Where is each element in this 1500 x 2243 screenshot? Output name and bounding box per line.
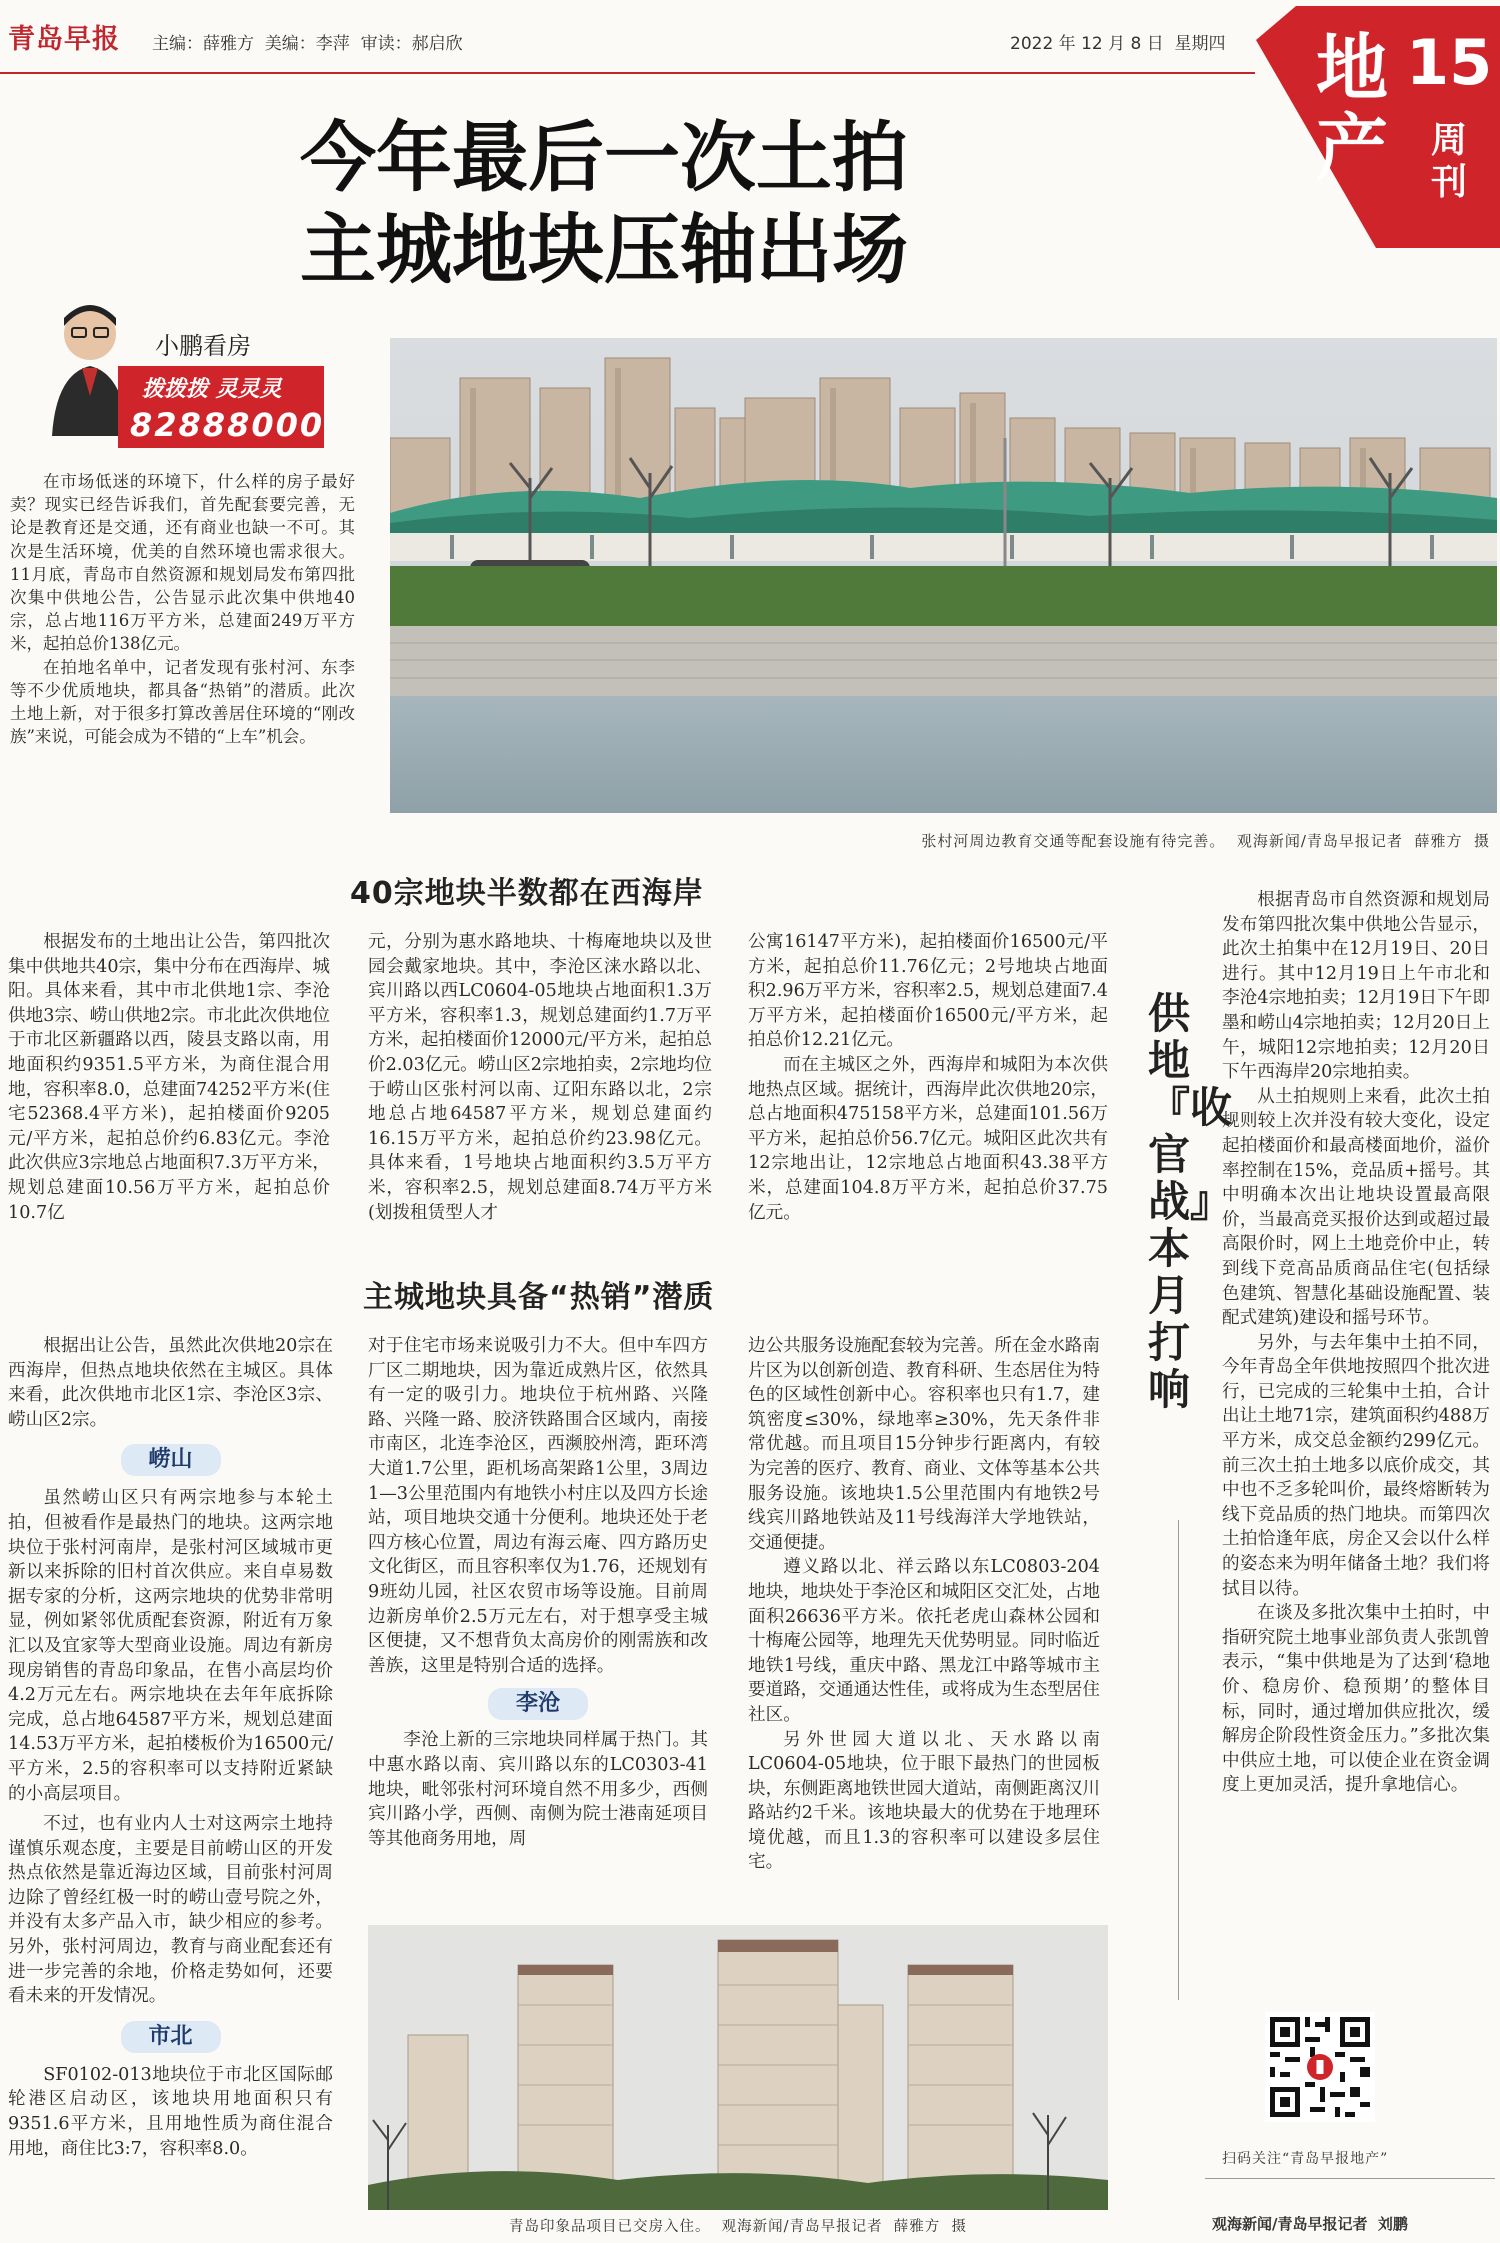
photo-zhangcunhe-caption: 张村河周边教育交通等配套设施有待完善。 观海新闻/青岛早报记者 薛雅方 摄 (921, 832, 1490, 850)
headline-line1: 今年最后一次土拍 (300, 113, 908, 202)
shibei-paragraph: SF0102-013地块位于市北区国际邮轮港区启动区，该地块用地面积只有9351.6平方米，且用地性质为商住混合用地，商住比3:7，容积率8.0。 (8, 2064, 333, 2159)
qr-caption: 扫码关注“青岛早报地产” (1222, 2151, 1389, 2167)
sidebar-divider-bottom (1205, 2178, 1495, 2179)
masthead-rule (0, 72, 1255, 74)
qr-code-icon (1265, 2012, 1375, 2122)
section1-col3-text-a: 公寓16147平方米)，起拍楼面价16500元/平方米，起拍总价11.76亿元；2号地块占地面积2.96万平方米，容积率2.5，规划总建面7.4万平方米，起拍楼面价16500元/平方米，起拍总价12.21亿元。 (748, 932, 1108, 1051)
section-banner (1256, 0, 1500, 248)
section-title: 地产 (1316, 26, 1389, 190)
section1-col3-text-b: 而在主城区之外，西海岸和城阳为本次供地热点区域。据统计，西海岸此次供地20宗，总占地面积475158平方米，总建面101.56万平方米，起拍总价56.7亿元。城阳区此次共有12宗地出让，12宗地总占地面积43.38平方米，总建面104.8万平方米，起拍总价37.75亿元。 (748, 1054, 1108, 1223)
sidebar-title-text: 供地『收官战』本月打响 (1148, 989, 1233, 1414)
section1-col1 (8, 930, 330, 1225)
headline (300, 112, 1160, 296)
columnist-name: 小鹏看房 (155, 332, 251, 360)
sidebar-title (1148, 989, 1233, 1414)
sidebar-paragraph-3: 另外，与去年集中土拍不同，今年青岛全年供地按照四个批次进行，已完成的三轮集中土拍，合计出让土地71宗，建筑面积约488万平方米，成交总金额约299亿元。前三次土拍土地多以底价成交，其中也不乏多轮叫价，最终熔断转为线下竞品质的热门地块。而第四次土拍恰逢年底，房企又会以什么样的姿态来为明年储备土地？我们将拭目以待。 (1222, 1332, 1490, 1599)
sidebar-paragraph-4: 在谈及多批次集中土拍时，中指研究院土地事业部负责人张凯曾表示，“集中供地是为了达到‘稳地价、稳房价、稳预期’的整体目标，同时，通过增加供应批次，缓解房企阶段性资金压力。”多批次集中供应土地，可以使企业在资金调度上更加灵活，提升拿地信心。 (1222, 1603, 1490, 1796)
section2-col1 (8, 1334, 333, 2161)
paper-logo: 青岛早报 (8, 24, 120, 55)
intro-column (10, 470, 355, 748)
laoshan-paragraph-2: 不过，也有业内人士对这两宗土地持谨慎乐观态度，主要是目前崂山区的开发热点依然是靠近海边区域，目前张村河周边除了曾经红极一时的崂山壹号院之外，并没有太多产品入市，缺少相应的参考。另外，张村河周边，教育与商业配套还有进一步完善的余地，价格走势如何，还要看未来的开发情况。 (8, 1814, 333, 2007)
sidebar-paragraph-1: 根据青岛市自然资源和规划局发布第四批次集中供地公告显示，此次土拍集中在12月19日、20日进行。其中12月19日上午市北和李沧4宗地拍卖；12月19日下午即墨和崂山4宗地拍卖；12月20日上午，城阳12宗地拍卖；12月20日下午西海岸20宗地拍卖。 (1222, 890, 1490, 1083)
section2-col2 (368, 1334, 708, 1851)
photo-qingdao-yinxiang-caption: 青岛印象品项目已交房入住。 观海新闻/青岛早报记者 薛雅方 摄 (508, 2219, 968, 2235)
section1-col3 (748, 930, 1108, 1225)
qr-code[interactable] (1265, 2012, 1375, 2122)
sidebar-credit: 观海新闻/青岛早报记者 刘鹏 (1212, 2215, 1408, 2233)
section2-title: 主城地块具备“热销”潜质 (363, 1280, 715, 1315)
photo-qingdao-yinxiang (368, 1925, 1108, 2210)
section1-col2-text: 元，分别为惠水路地块、十梅庵地块以及世园会戴家地块。其中，李沧区涞水路以北、宾川路以西LC0604-05地块占地面积1.3万平方米，容积率1.3，规划总建面约1.7万平方米，起拍楼面价12000元/平方米，起拍总价2.03亿元。崂山区2宗地拍卖，2宗地均位于崂山区张村河以南、辽阳东路以北，2宗地总占地64587平方米，规划总建面约16.15万平方米，起拍总价约23.98亿元。具体来看，1号地块占地面积约3.5万平方米，容积率2.5，规划总建面8.74万平方米(划拨租赁型人才 (368, 932, 712, 1223)
sidebar-divider (1178, 1520, 1179, 2000)
intro-paragraph-1: 在市场低迷的环境下，什么样的房子最好卖？现实已经告诉我们，首先配套要完善，无论是教育还是交通，还有商业也缺一不可。其次是生活环境，优美的自然环境也需求很大。11月底，青岛市自然资源和规划局发布第四批次集中供地公告，公告显示此次集中供地40宗，总占地116万平方米，总建面249万平方米，起拍总价138亿元。 (10, 472, 355, 654)
masthead-credits: 主编：薛雅方 美编：李萍 审读：郝启欣 (152, 34, 463, 54)
laoshan-paragraph-1: 虽然崂山区只有两宗地参与本轮土拍，但被看作是最热门的地块。这两宗地块位于张村河南岸，是张村河区域城市更新以来拆除的旧村首次供应。来自卓易数据专家的分析，这两宗地块的优势非常明显，例如紧邻优质配套资源，附近有万象汇以及宜家等大型商业设施。周边有新房现房销售的青岛印象品，在售小高层均价4.2万元左右。两宗地块在去年年底拆除完成，总占地64587平方米，规划总建面14.53万平方米，起拍楼板价为16500元/平方米，2.5的容积率可以支持附近紧缺的小高层项目。 (8, 1488, 333, 1804)
licang-tag: 李沧 (488, 1688, 588, 1720)
section2-col3-paragraph-1: 边公共服务设施配套较为完善。所在金水路南片区为以创新创造、教育科研、生态居住为特色的区域性创新中心。容积率也只有1.7，建筑密度≤30%，绿地率≥30%，先天条件非常优越。而且项目15分钟步行距离内，有较为完善的医疗、教育、商业、文体等基本公共服务设施。该地块1.5公里范围内有地铁2号线宾川路地铁站及11号线海洋大学地铁站，交通便捷。 (748, 1336, 1100, 1553)
section1-col2 (368, 930, 712, 1225)
licang-paragraph: 李沧上新的三宗地块同样属于热门。其中惠水路以南、宾川路以东的LC0303-41地块，毗邻张村河环境自然不用多少，西侧宾川路小学，西侧、南侧为院士港南延项目等其他商务用地，周 (368, 1730, 708, 1849)
masthead-date: 2022 年 12 月 8 日 星期四 (1010, 34, 1226, 54)
photo-qingdao-yinxiang-image (368, 1925, 1108, 2210)
laoshan-tag: 崂山 (121, 1444, 221, 1476)
headline-line2: 主城地块压轴出场 (300, 205, 908, 294)
section2-col3 (748, 1334, 1100, 1875)
section2-col2-paragraph-1: 对于住宅市场来说吸引力不大。但中车四方厂区二期地块，因为靠近成熟片区，依然具有一定的吸引力。地块位于杭州路、兴隆路、兴隆一路、胶济铁路围合区域内，南接市南区，北连李沧区，西濒胶州湾，距环湾大道1.7公里，距机场高架路1公里，3周边1—3公里范围内有地铁小村庄以及四方长途站，项目地块交通十分便利。地块还处于老四方核心位置，周边有海云庵、四方路历史文化街区，而且容积率仅为1.76，还规划有9班幼儿园，社区农贸市场等设施。目前周边新房单价2.5万元左右，对于想享受主城区便捷，又不想背负太高房价的刚需族和改善族，这里是特别合适的选择。 (368, 1336, 708, 1676)
hotline-number: 82888000 (130, 406, 325, 444)
weekly-label: 周刊 (1431, 120, 1468, 203)
photo-zhangcunhe (390, 338, 1497, 813)
page-number: 15 (1406, 26, 1493, 99)
sidebar-body (1222, 888, 1490, 1798)
shibei-tag: 市北 (121, 2021, 221, 2053)
section1-title: 40宗地块半数都在西海岸 (350, 876, 704, 911)
section2-col3-paragraph-2: 遵义路以北、祥云路以东LC0803-204地块，地块处于李沧区和城阳区交汇处，占地面积26636平方米。依托老虎山森林公园和十梅庵公园等，地理先天优势明显。同时临近地铁1号线，重庆中路、黑龙江中路等城市主要道路，交通通达性佳，或将成为生态型居住社区。 (748, 1557, 1100, 1725)
columnist-block (50, 296, 350, 456)
intro-paragraph-2: 在拍地名单中，记者发现有张村河、东李等不少优质地块，都具备“热销”的潜质。此次土地上新，对于很多打算改善居住环境的“刚改族”来说，可能会成为不错的“上车”机会。 (10, 657, 355, 747)
hotline-badge (118, 366, 324, 448)
section2-col3-paragraph-3: 另外世园大道以北、天水路以南LC0604-05地块，位于眼下最热门的世园板块，东侧距离地铁世园大道站，南侧距离汉川路站约2千米。该地块最大的优势在于地理环境优越，而且1.3的容积率可以建设多层住宅。 (748, 1729, 1100, 1873)
photo-zhangcunhe-image (390, 338, 1497, 813)
sidebar-paragraph-2: 从土拍规则上来看，此次土拍规则较上次并没有较大变化，设定起拍楼面价和最高楼面地价，溢价率控制在15%，竞品质+摇号。其中明确本次出让地块设置最高限价，当最高竞买报价达到或超过最高限价时，网上土地竞价中止，转到线下竞高品质商品住宅(包括绿色建筑、智慧化基础设施配置、装配式建筑)建设和摇号环节。 (1222, 1086, 1490, 1329)
section1-col1-text: 根据发布的土地出让公告，第四批次集中供地共40宗，集中分布在西海岸、城阳。具体来看，其中市北供地1宗、李沧供地3宗、崂山供地2宗。市北此次供地位于市北区新疆路以西，陵县支路以南，用地面积约9351.5平方米，为商住混合用地，容积率8.0，总建面74252平方米(住宅52368.4平方米)，起拍楼面价9205元/平方米，起拍总价约6.83亿元。李沧此次供应3宗地总占地面积7.3万平方米，规划总建面10.56万平方米，起拍总价10.7亿 (8, 932, 330, 1223)
section2-intro: 根据出让公告，虽然此次供地20宗在西海岸，但热点地块依然在主城区。具体来看，此次供地市北区1宗、李沧区3宗、崂山区2宗。 (8, 1336, 333, 1430)
hotline-label: 拨拨拨 灵灵灵 (142, 377, 282, 402)
